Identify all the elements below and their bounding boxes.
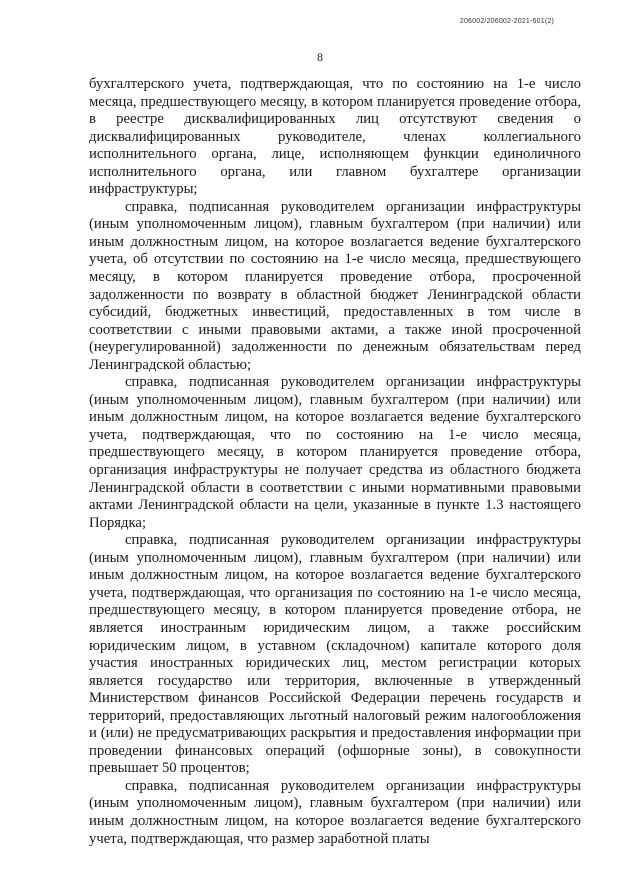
paragraph-continuation: бухгалтерского учета, подтверждающая, что по состоянию на 1-е число месяца, предшествующего месяцу, в котором планируется проведение отбора, в реестре дисквалифицированных лиц отсутствуют сведения о дисквалифицированных руководителе, членах коллегиального исполнительного органа, лице, исполняющем функции единоличного исполнительного органа, или главном бухгалтере организации инфраструктуры; (89, 76, 581, 198)
page-number: 8 (317, 50, 323, 64)
document-id: 206002/206002-2021-601(2) (459, 18, 554, 25)
paragraph-debt-certificate: справка, подписанная руководителем организации инфраструктуры (иным уполномоченным лицом), главным бухгалтером (при наличии) или иным должностным лицом, на которое возлагается ведение бухгалтерского учета, об отсутствии по состоянию на 1-е число месяца, предшествующего месяцу, в котором планируется проведение отбора, просроченной задолженности по возврату в областной бюджет Ленинградской области субсидий, бюджетных инвестиций, предоставленных в том числе в соответствии с иными правовыми актами, а также иной просроченной (неурегулированной) задолженности по денежным обязательствам перед Ленинградской областью; (89, 198, 581, 373)
paragraph-foreign-entity-certificate: справка, подписанная руководителем организации инфраструктуры (иным уполномоченным лицом), главным бухгалтером (при наличии) или иным должностным лицом, на которое возлагается ведение бухгалтерского учета, подтверждающая, что организация по состоянию на 1-е число месяца, предшествующего месяцу, в котором планируется проведение отбора, не является иностранным юридическим лицом, а также российским юридическим лицом, в уставном (складочном) капитале которого доля участия иностранных юридических лиц, местом регистрации которых является государство или территория, включенные в утвержденный Министерством финансов Российской Федерации перечень государств и территорий, предоставляющих льготный налоговый режим налогообложения и (или) не предусматривающих раскрытия и предоставления информации при проведении финансовых операций (офшорные зоны), в совокупности превышает 50 процентов; (89, 532, 581, 777)
document-body (89, 76, 581, 848)
paragraph-funding-certificate: справка, подписанная руководителем организации инфраструктуры (иным уполномоченным лицом), главным бухгалтером (при наличии) или иным должностным лицом, на которое возлагается ведение бухгалтерского учета, подтверждающая, что по состоянию на 1-е число месяца, предшествующего месяцу, в котором планируется проведение отбора, организация инфраструктуры не получает средства из областного бюджета Ленинградской области в соответствии с иными нормативными правовыми актами Ленинградской области на цели, указанные в пункте 1.3 настоящего Порядка; (89, 374, 581, 531)
paragraph-salary-certificate: справка, подписанная руководителем организации инфраструктуры (иным уполномоченным лицом), главным бухгалтером (при наличии) или иным должностным лицом, на которое возлагается ведение бухгалтерского учета, подтверждающая, что размер заработной платы (89, 777, 581, 847)
